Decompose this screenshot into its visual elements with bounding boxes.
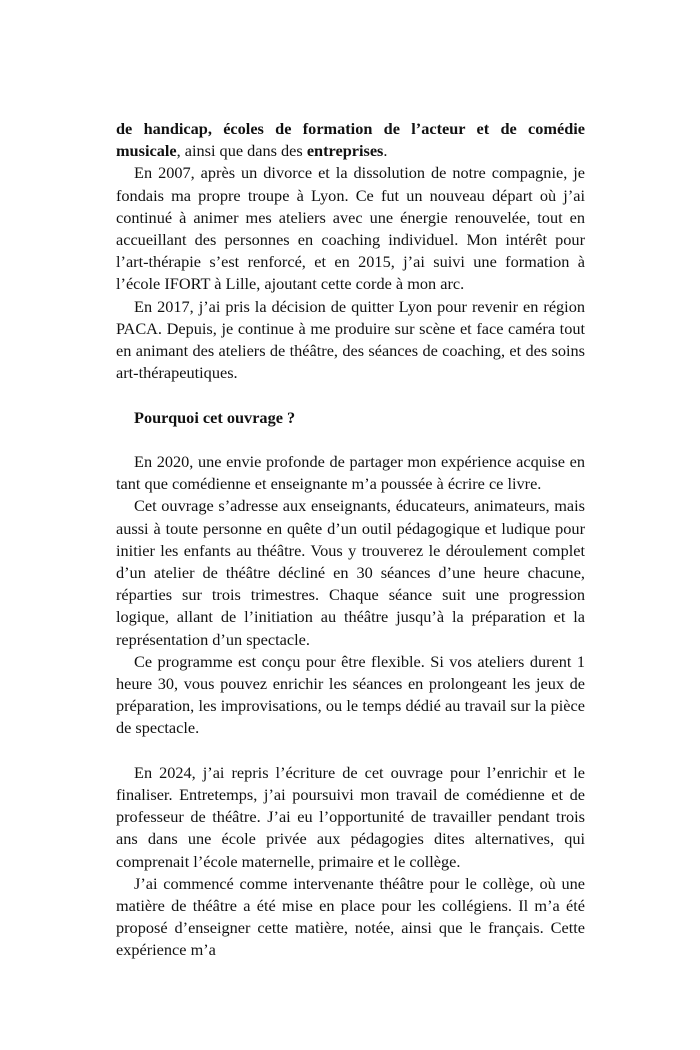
plain-text-end: . xyxy=(383,141,388,161)
paragraph-2007: En 2007, après un divorce et la dissolution de notre compagnie, je fondais ma propre troupe à Lyon. Ce fut un nouveau départ où j’ai continué à animer mes ateliers avec une énergie renouvelée, tout en accueillant des personnes en coaching individuel. Mon intérêt pour l’art-thérapie s’est renforcé, et en 2015, j’ai suivi une formation à l’école IFORT à Lille, ajoutant cette corde à mon arc. xyxy=(116,163,585,294)
section-heading: Pourquoi cet ouvrage ? xyxy=(134,407,296,427)
paragraph-audience: Cet ouvrage s’adresse aux enseignants, éducateurs, animateurs, mais aussi à toute personne en quête d’un outil pédagogique et ludique pour initier les enfants au théâtre. Vous y trouverez le déroulement complet d’un atelier de théâtre décliné en 30 séances d’une heure chacune, réparties sur trois trimestres. Chaque séance suit une progression logique, allant de l’initiation au théâtre jusqu’à la préparation et la représentation d’un spectacle. xyxy=(116,496,585,649)
paragraph-2017: En 2017, j’ai pris la décision de quitter Lyon pour revenir en région PACA. Depuis, je continue à me produire sur scène et face caméra tout en animant des ateliers de théâtre, des séances de coaching, et des soins art-thérapeutiques. xyxy=(116,296,585,383)
paragraph-college: J’ai commencé comme intervenante théâtre pour le collège, où une matière de théâtre a été mise en place pour les collégiens. Il m’a été proposé d’enseigner cette matière, notée, ainsi que le français. Cette expérience m’a xyxy=(116,873,585,960)
bold-text-schools: de handicap, écoles de formation de l’acteur et de comédie musicale xyxy=(116,119,585,161)
paragraph-program: Ce programme est conçu pour être flexible. Si vos ateliers durent 1 heure 30, vous pouvez enrichir les séances en prolongeant les jeux de préparation, les improvisations, ou le temps dédié au travail sur la pièce de spectacle. xyxy=(116,651,585,738)
paragraph-continuation xyxy=(116,118,585,162)
paragraph-2024: En 2024, j’ai repris l’écriture de cet ouvrage pour l’enrichir et le finaliser. Entretemps, j’ai poursuivi mon travail de comédienne et de professeur de théâtre. J’ai eu l’opportunité de travailler pendant trois ans dans une école privée aux pédagogies dites alternatives, qui comprenait l’école maternelle, primaire et le collège. xyxy=(116,762,585,871)
plain-text: , ainsi que dans des xyxy=(176,141,307,161)
document-page xyxy=(116,118,585,962)
paragraph-2020: En 2020, une envie profonde de partager mon expérience acquise en tant que comédienne et enseignante m’a poussée à écrire ce livre. xyxy=(116,452,585,494)
bold-text-companies: entreprises xyxy=(306,141,384,161)
